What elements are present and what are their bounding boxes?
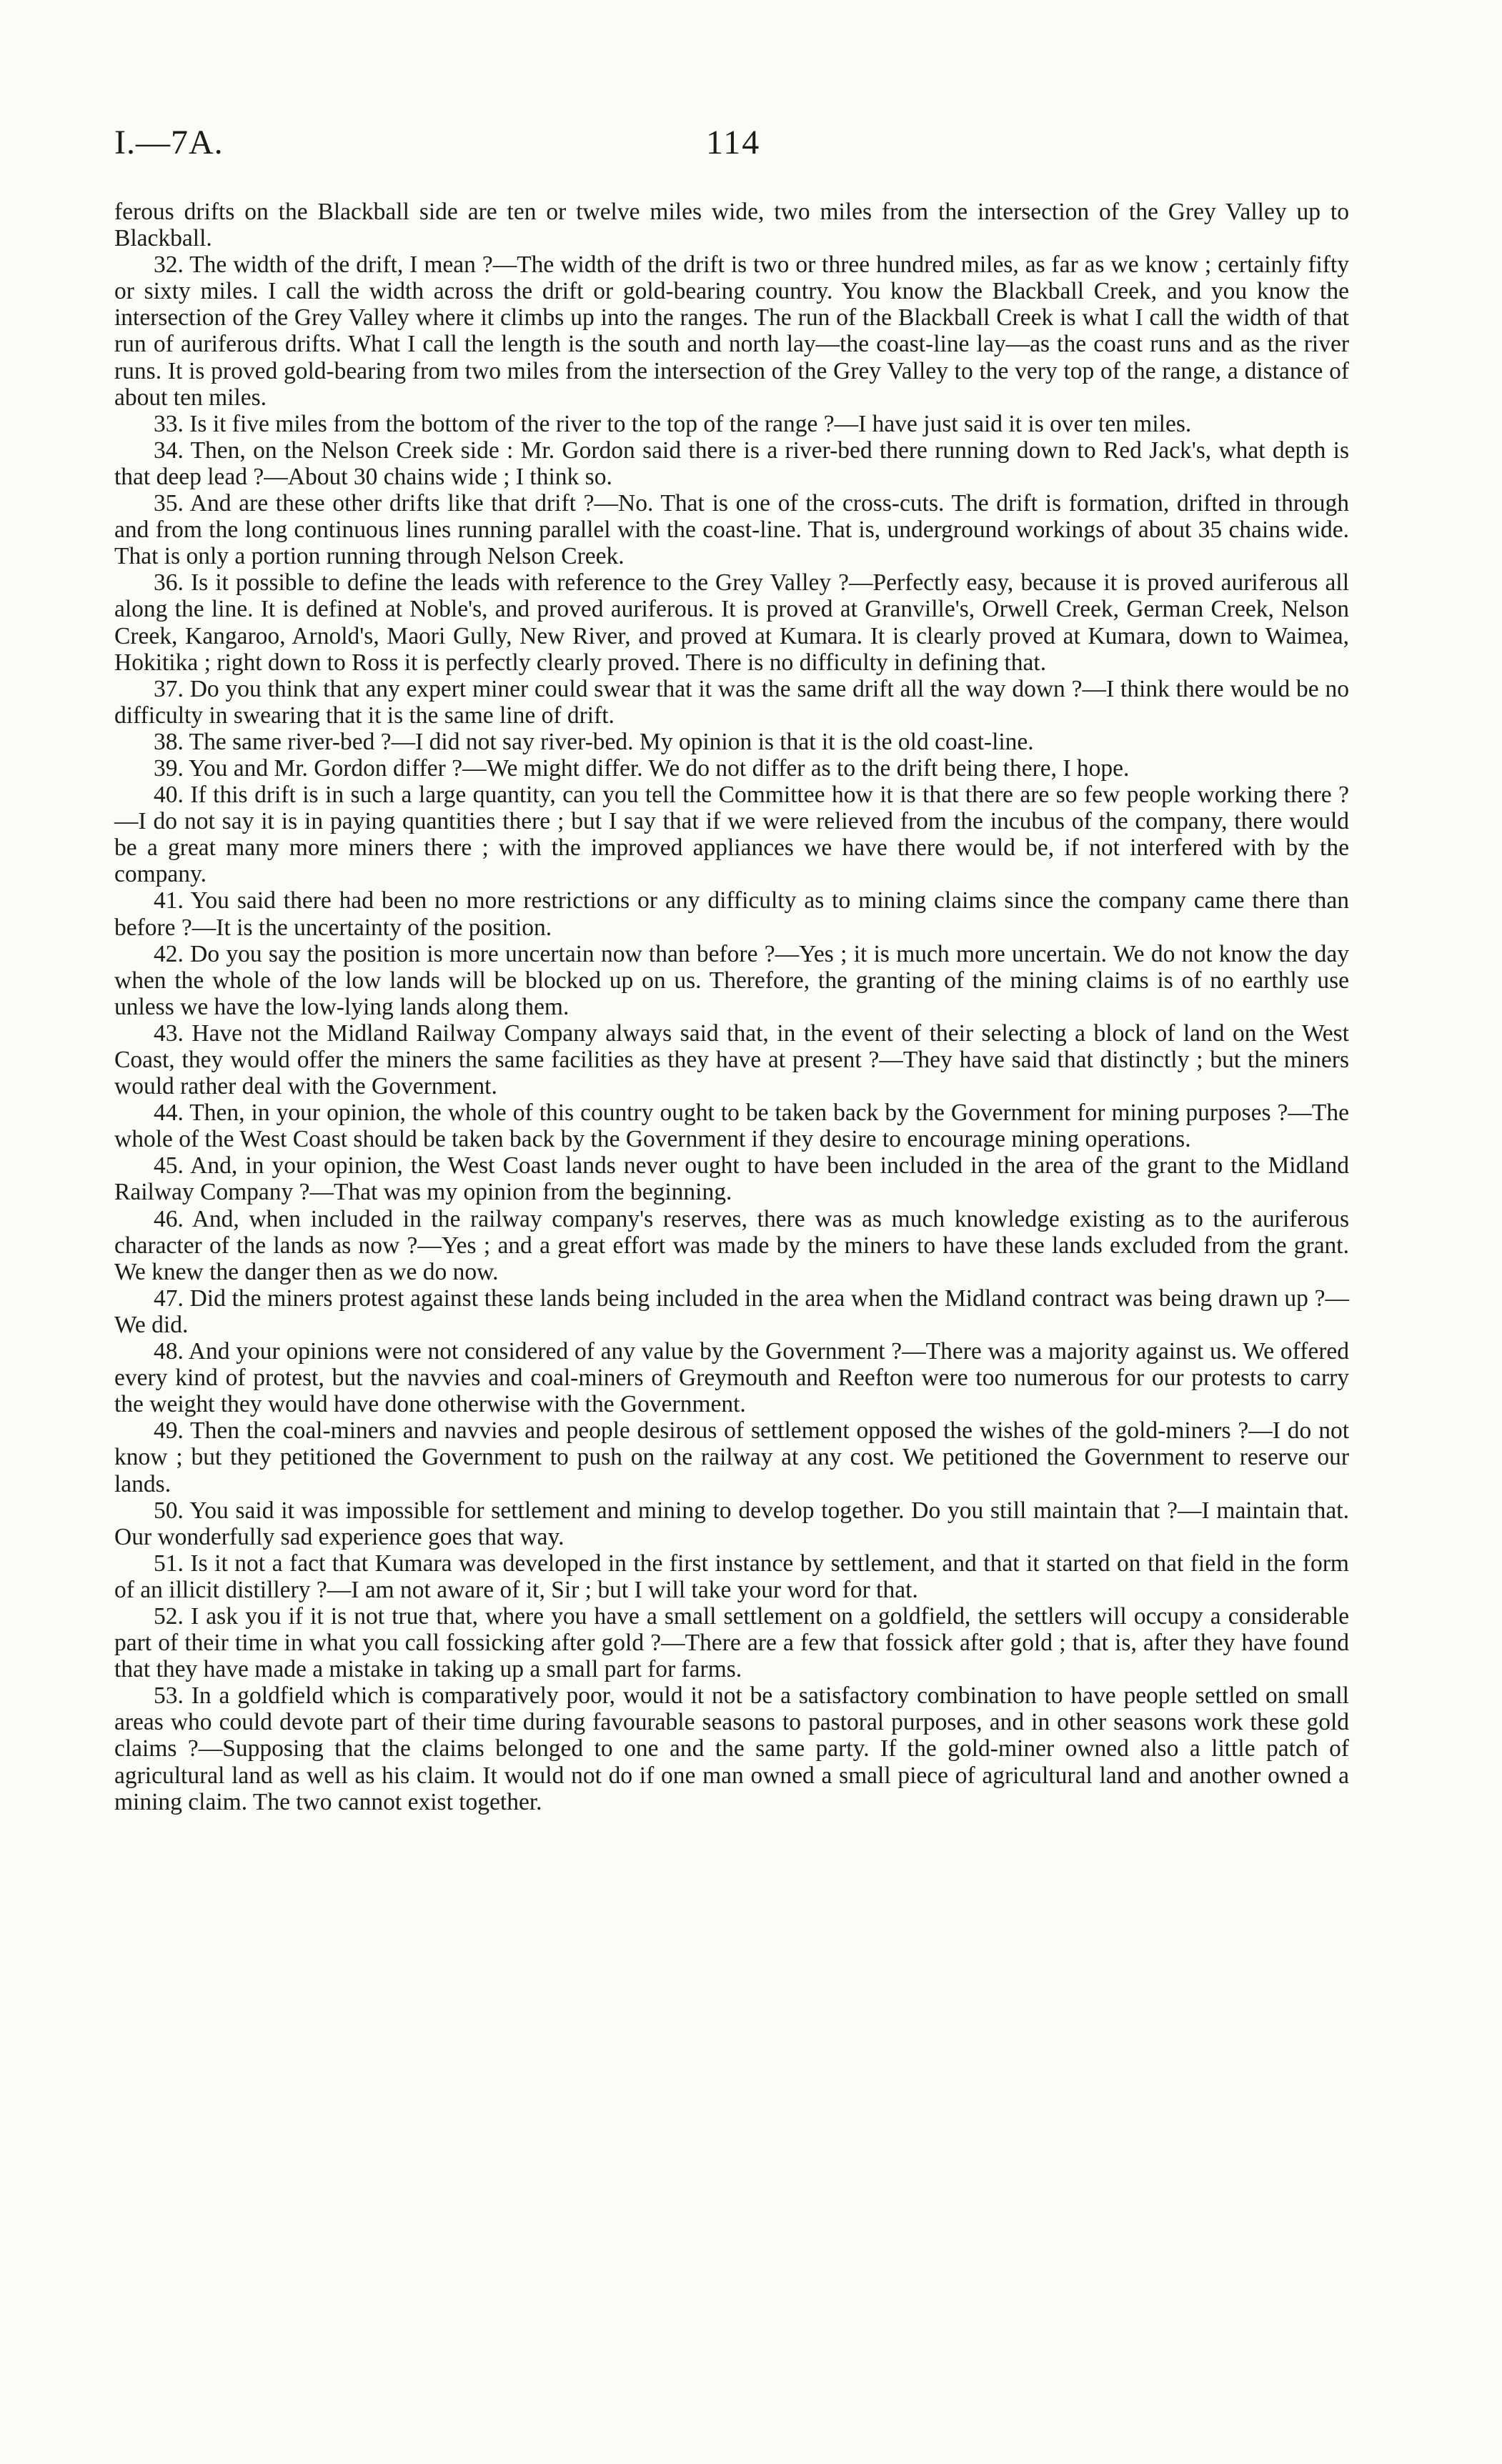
paragraph-q53: 53. In a goldfield which is comparatively poor, would it not be a satisfactory combination to have people settled on small areas who could devote part of their time during favourable seasons to pastoral purposes, and in other seasons work these gold claims ?—Supposing that the claims belonged to one and the same party. If the gold-miner owned also a little patch of agricultural land as well as his claim. It would not do if one man owned a small piece of agricultural land and another owned a mining claim. The two cannot exist together. xyxy=(114,1682,1349,1815)
paragraph-q38: 38. The same river-bed ?—I did not say river-bed. My opinion is that it is the old coast-line. xyxy=(154,728,1034,755)
page-number: 114 xyxy=(706,124,761,161)
paragraph-q32: 32. The width of the drift, I mean ?—The width of the drift is two or three hundred miles, as far as we know ; certainly fifty or sixty miles. I call the width across the drift or gold-bearing country. You know the Blackball Creek, and you know the intersection of the Grey Valley where it climbs up into the ranges. The run of the Blackball Creek is what I call the width of that run of auriferous drifts. What I call the length is the south and north lay—the coast-line lay—as the coast runs and as the river runs. It is proved gold-bearing from two miles from the intersection of the Grey Valley to the very top of the range, a distance of about ten miles. xyxy=(114,251,1349,411)
paragraph-q52: 52. I ask you if it is not true that, where you have a small settlement on a goldfield, the settlers will occupy a considerable part of their time in what you call fossicking after gold ?—There are a few that fossick after gold ; that is, after they have found that they have made a mistake in taking up a small part for farms. xyxy=(114,1602,1349,1683)
paragraph-q51: 51. Is it not a fact that Kumara was developed in the first instance by settlement, and that it started on that field in the form of an illicit distillery ?—I am not aware of it, Sir ; but I will take your word for that. xyxy=(114,1550,1349,1603)
paper-reference: I.—7A. xyxy=(114,124,224,161)
paragraph-q36: 36. Is it possible to define the leads with reference to the Grey Valley ?—Perfectly easy, because it is proved auriferous all along the line. It is defined at Noble's, and proved auriferous. It is proved at Granville's, Orwell Creek, German Creek, Nelson Creek, Kangaroo, Arnold's, Maori Gully, New River, and proved at Kumara. It is clearly proved at Kumara, down to Waimea, Hokitika ; right down to Ross it is perfectly clearly proved. There is no difficulty in defining that. xyxy=(114,569,1349,676)
paragraph-q39: 39. You and Mr. Gordon differ ?—We might differ. We do not differ as to the drift being there, I hope. xyxy=(154,754,1130,782)
paragraph-q35: 35. And are these other drifts like that drift ?—No. That is one of the cross-cuts. The drift is formation, drifted in through and from the long continuous lines running parallel with the coast-line. That is, underground workings of about 35 chains wide. That is only a portion running through Nelson Creek. xyxy=(114,490,1349,570)
paragraph-q50: 50. You said it was impossible for settlement and mining to develop together. Do you still maintain that ?—I maintain that. Our wonderfully sad experience goes that way. xyxy=(114,1497,1349,1550)
page-header xyxy=(0,0,1502,161)
paragraph-continuation: ferous drifts on the Blackball side are ten or twelve miles wide, two miles from the intersection of the Grey Valley up to Blackball. xyxy=(114,199,1349,252)
paragraph-q47: 47. Did the miners protest against these lands being included in the area when the Midland contract was being drawn up ?—We did. xyxy=(114,1285,1349,1338)
paragraph-q48: 48. And your opinions were not considered of any value by the Government ?—There was a majority against us. We offered every kind of protest, but the navvies and coal-miners of Greymouth and Reefton were too numerous for our protests to carry the weight they would have done otherwise with the Government. xyxy=(114,1338,1349,1418)
paragraph-q44: 44. Then, in your opinion, the whole of this country ought to be taken back by the Government for mining purposes ?—The whole of the West Coast should be taken back by the Government if they desire to encourage mining operations. xyxy=(114,1099,1349,1153)
paragraph-q49: 49. Then the coal-miners and navvies and people desirous of settlement opposed the wishes of the gold-miners ?—I do not know ; but they petitioned the Government to push on the railway at any cost. We petitioned the Government to reserve our lands. xyxy=(114,1417,1349,1497)
paragraph-q40: 40. If this drift is in such a large quantity, can you tell the Committee how it is that there are so few people working there ?—I do not say it is in paying quantities there ; but I say that if we were relieved from the incubus of the company, there would be a great many more miners there ; with the improved appliances we have there would be, if not interfered with by the company. xyxy=(114,782,1349,888)
paragraph-q46: 46. And, when included in the railway company's reserves, there was as much knowledge existing as to the auriferous character of the lands as now ?—Yes ; and a great effort was made by the miners to have these lands excluded from the grant. We knew the danger then as we do now. xyxy=(114,1205,1349,1285)
paragraph-q42: 42. Do you say the position is more uncertain now than before ?—Yes ; it is much more uncertain. We do not know the day when the whole of the low lands will be blocked up on us. Therefore, the granting of the mining claims is of no earthly use unless we have the low-lying lands along them. xyxy=(114,940,1349,1020)
paragraph-q43: 43. Have not the Midland Railway Company always said that, in the event of their selecting a block of land on the West Coast, they would offer the miners the same facilities as they have at present ?—They have said that distinctly ; but the miners would rather deal with the Government. xyxy=(114,1019,1349,1100)
paragraph-q41: 41. You said there had been no more restrictions or any difficulty as to mining claims since the company came there than before ?—It is the uncertainty of the position. xyxy=(114,887,1349,941)
body-text xyxy=(114,199,1349,1815)
paragraph-q37: 37. Do you think that any expert miner could swear that it was the same drift all the way down ?—I think there would be no difficulty in swearing that it is the same line of drift. xyxy=(114,675,1349,729)
paragraph-q34: 34. Then, on the Nelson Creek side : Mr. Gordon said there is a river-bed there running down to Red Jack's, what depth is that deep lead ?—About 30 chains wide ; I think so. xyxy=(114,437,1349,490)
paragraph-q45: 45. And, in your opinion, the West Coast lands never ought to have been included in the area of the grant to the Midland Railway Company ?—That was my opinion from the beginning. xyxy=(114,1152,1349,1206)
paragraph-q33: 33. Is it five miles from the bottom of the river to the top of the range ?—I have just said it is over ten miles. xyxy=(154,410,1192,437)
